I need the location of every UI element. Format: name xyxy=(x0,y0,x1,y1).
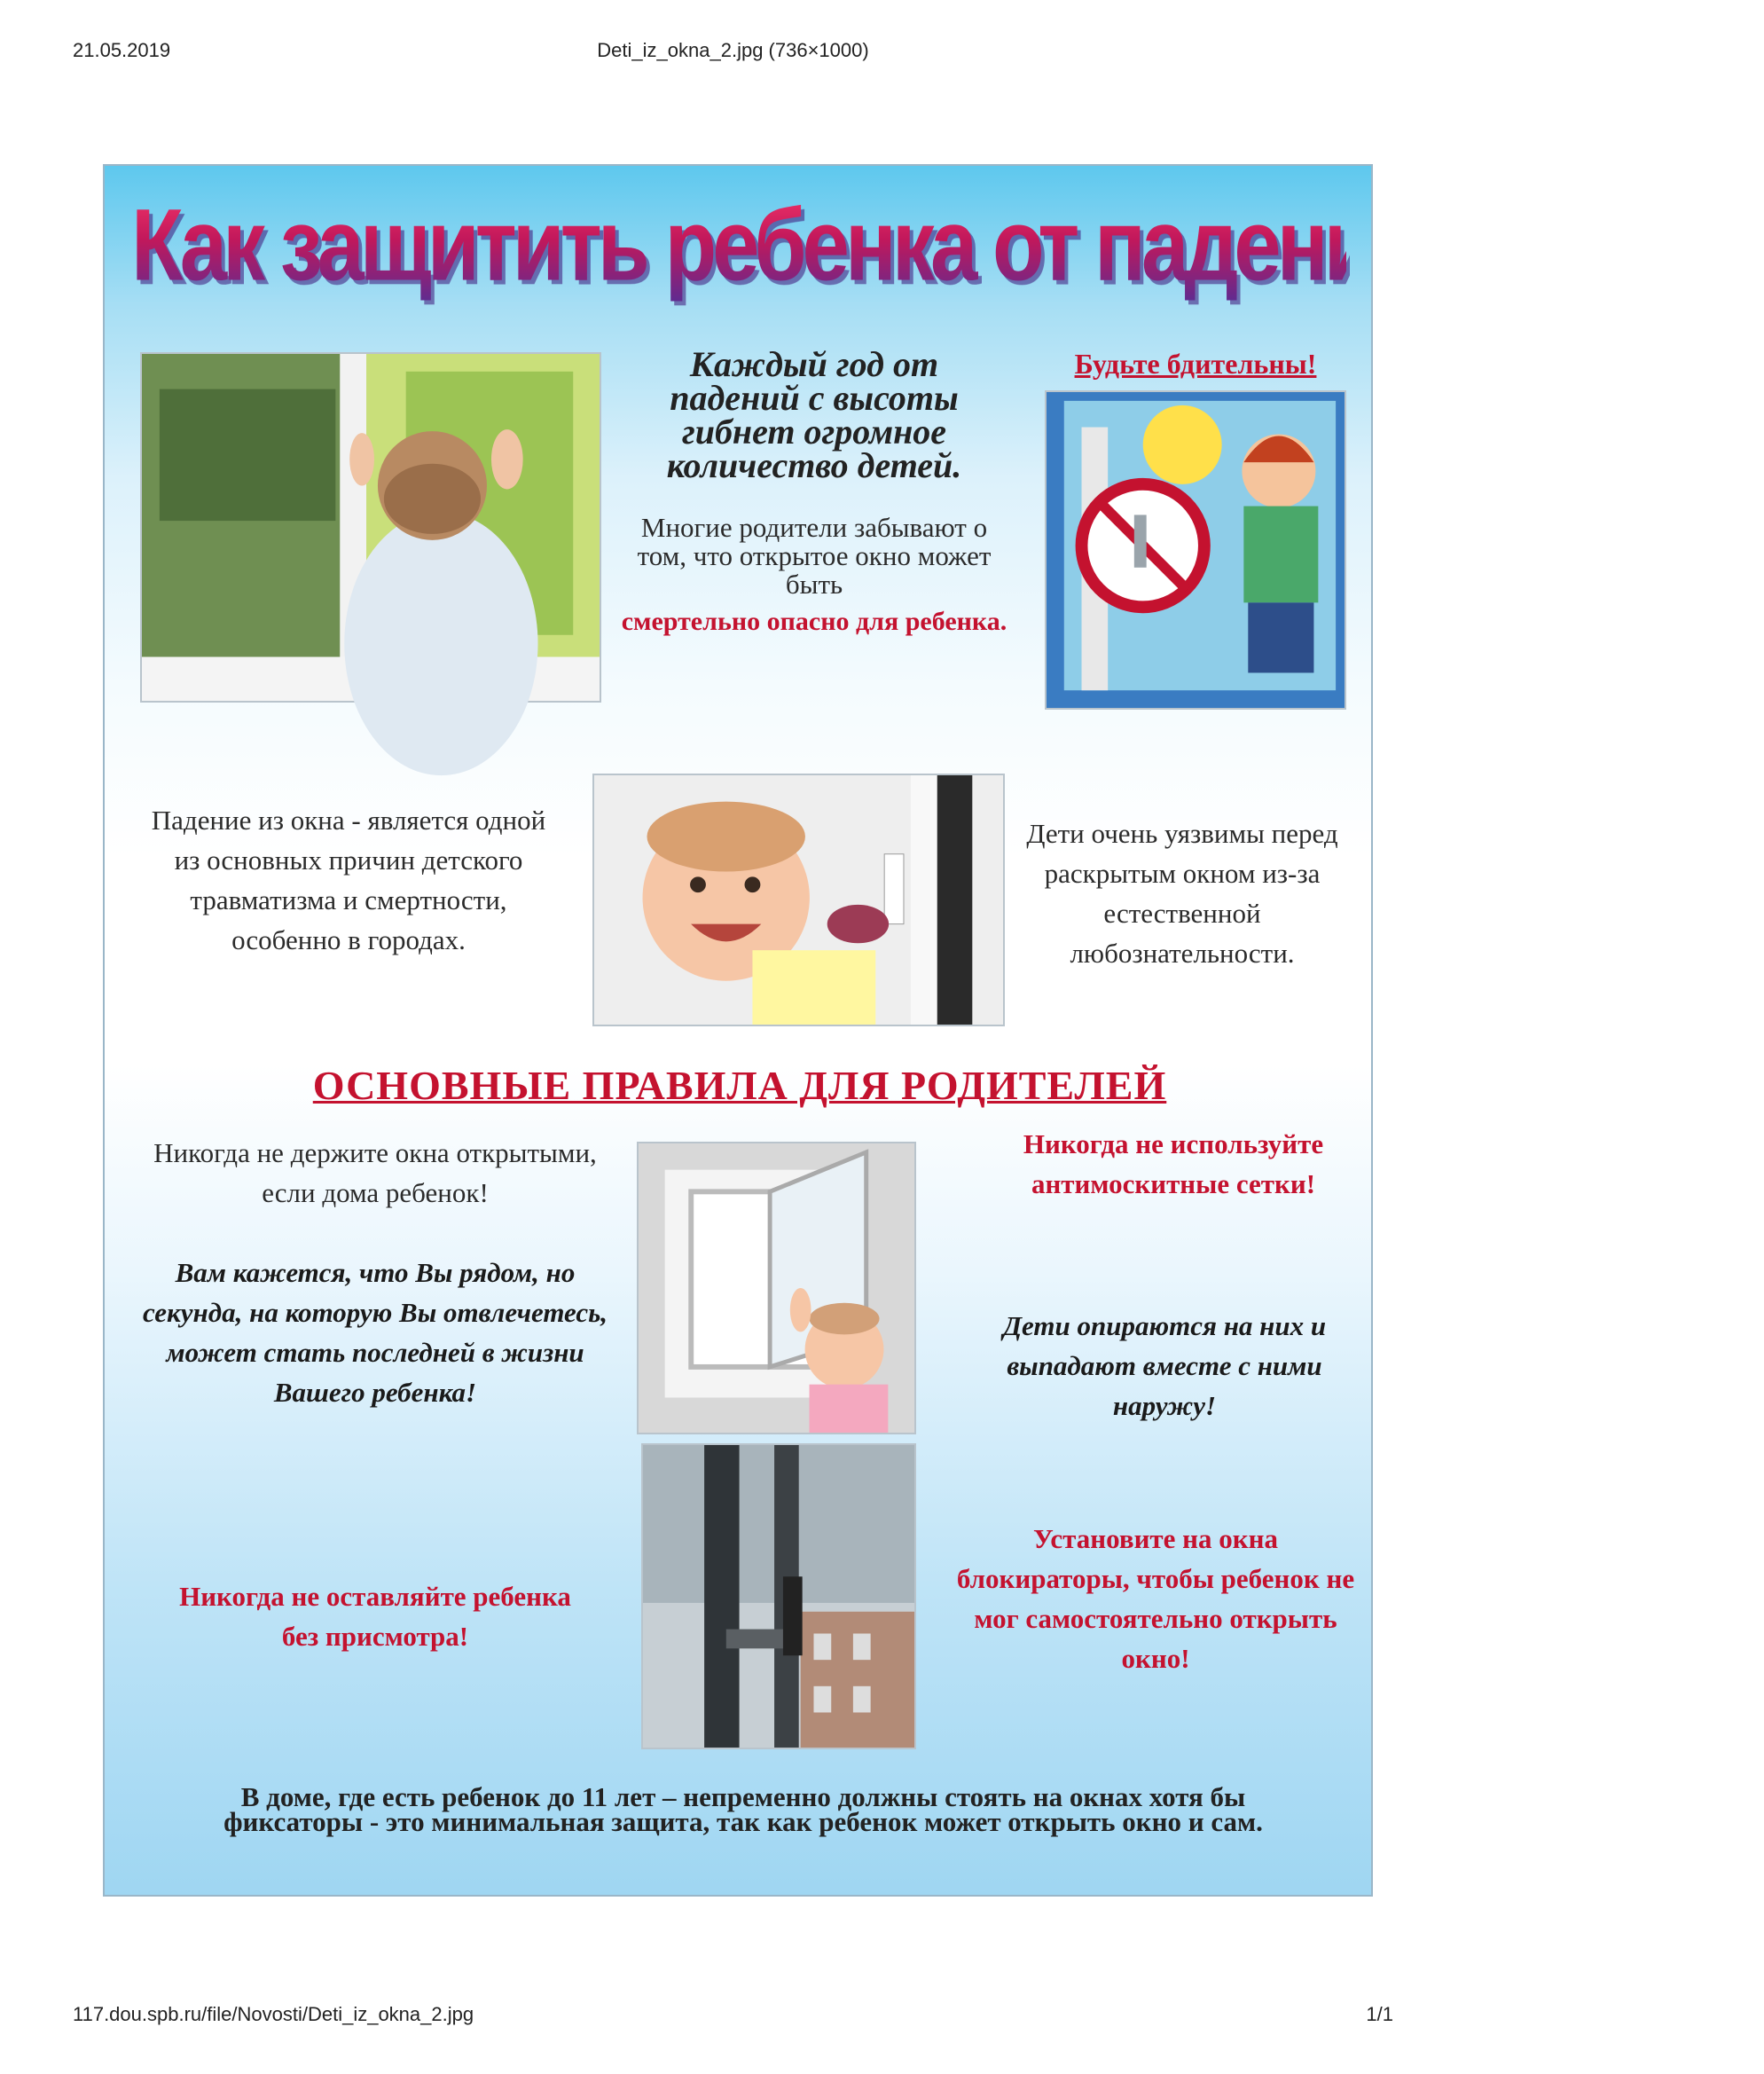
danger-text: смертельно опасно для ребенка. xyxy=(621,607,1007,636)
vulnerable-text: Дети очень уязвимы перед раскрытым окном из-за естественной любознательности. xyxy=(1026,818,1338,969)
rule-supervise: Никогда не оставляйте ребенка без присмотра! xyxy=(179,1581,571,1652)
photo-baby-handle xyxy=(592,774,1005,1026)
vigilant-heading: Будьте бдительны! xyxy=(1074,348,1317,380)
photo-window-blocker xyxy=(641,1443,916,1749)
rule-keep-closed-note: Вам кажется, что Вы рядом, но секунда, на которую Вы отвлечетесь, может стать последней в жизни Вашего ребенка! xyxy=(142,1257,608,1408)
photo-baby-open-window xyxy=(637,1142,916,1434)
print-file-title: Deti_iz_okna_2.jpg (736×1000) xyxy=(597,39,869,61)
rule-no-nets-note: Дети опираются на них и выпадают вместе с ними наружу! xyxy=(1002,1310,1327,1421)
rule-no-nets: Никогда не используйте антимоскитные сетки! xyxy=(1023,1128,1324,1199)
print-page-number: 1/1 xyxy=(1366,2003,1393,2025)
poster-title: Как защитить ребенка от падения из окна? xyxy=(131,177,1346,315)
print-date: 21.05.2019 xyxy=(73,39,171,61)
photo-child-at-window xyxy=(140,352,601,703)
poster xyxy=(103,164,1764,1897)
rule-keep-closed: Никогда не держите окна открытыми, если дома ребенок! xyxy=(153,1137,597,1208)
print-source-url: 117.dou.spb.ru/file/Novosti/Deti_iz_okna_2.jpg xyxy=(73,2003,474,2025)
rule-blockers: Установите на окна блокираторы, чтобы ребенок не мог самостоятельно открыть окно! xyxy=(956,1523,1355,1674)
cartoon-window-lock xyxy=(1045,390,1346,710)
intro-text: Каждый год от падений с высоты гибнет огромное количество детей. xyxy=(666,344,962,485)
bottom-note: В доме, где есть ребенок до 11 лет – непременно должны стоять на окнах хотя бы фиксаторы - это минимальная защита, так как ребенок может открыть окно и сам. xyxy=(223,1781,1263,1837)
forget-text: Многие родители забывают о том, что открытое окно может быть xyxy=(637,512,992,600)
rules-heading: ОСНОВНЫЕ ПРАВИЛА ДЛЯ РОДИТЕЛЕЙ xyxy=(312,1063,1167,1108)
fall-cause-text: Падение из окна - является одной из основных причин детского травматизма и смертности, особенно в городах. xyxy=(151,805,546,955)
